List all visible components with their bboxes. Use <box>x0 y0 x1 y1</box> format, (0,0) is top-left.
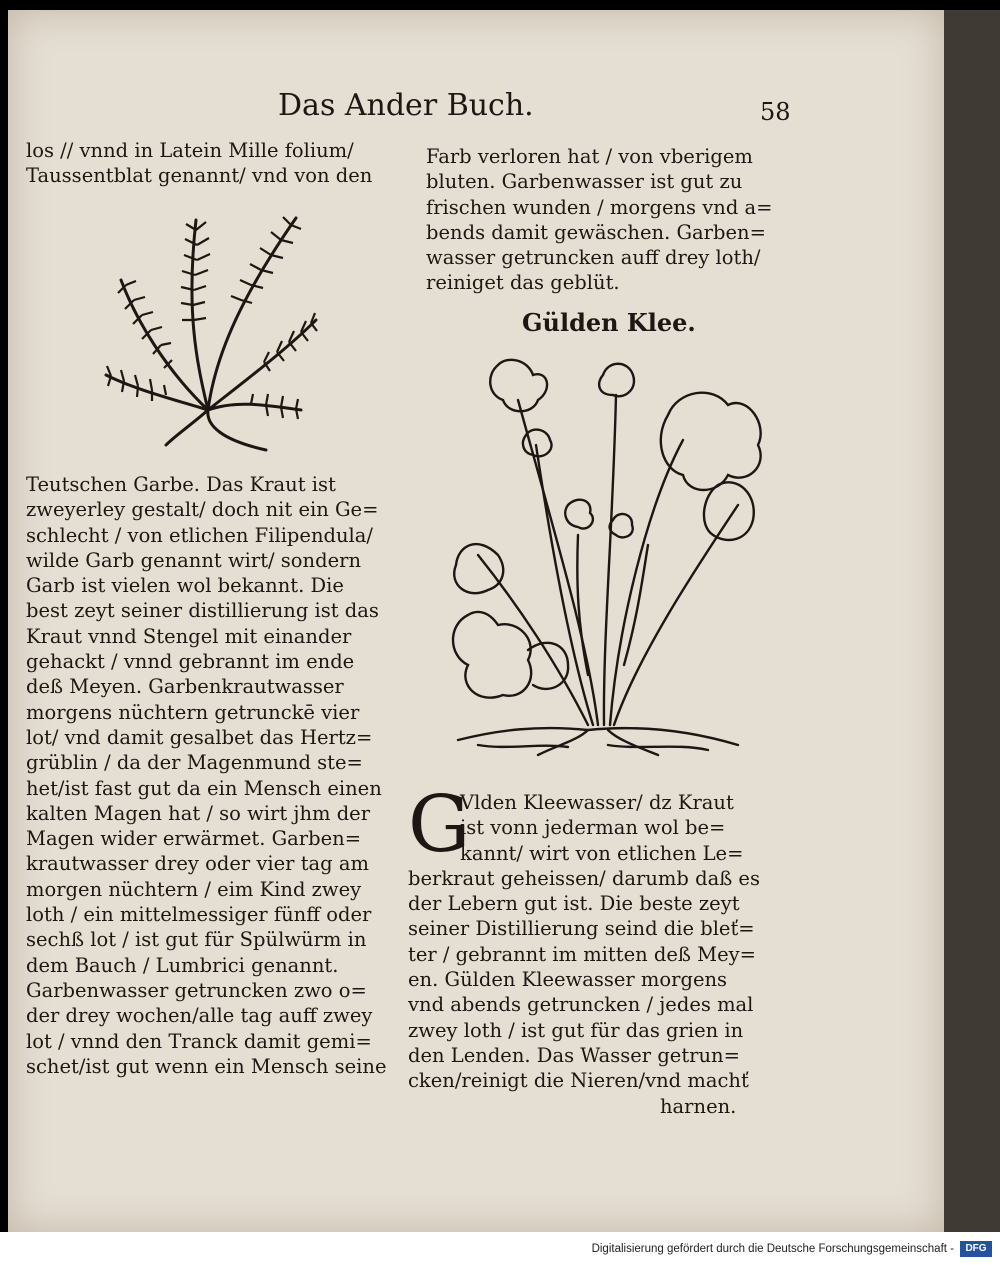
text-line: deß Meyen. Garbenkrautwasser <box>26 675 344 699</box>
text-line: zweyerley gestalt/ doch nit ein Ge= <box>26 498 379 522</box>
right-column-top <box>426 144 772 296</box>
right-column-main <box>408 790 760 1119</box>
text-line: Vlden Kleewasser/ dz Kraut <box>460 791 734 814</box>
text-line: ist vonn jederman wol be= <box>460 816 726 840</box>
text-line: schet/ist gut wenn ein Mensch seine <box>26 1054 387 1078</box>
section-title: Gülden Klee. <box>522 308 696 337</box>
drop-cap-initial: G <box>408 780 471 870</box>
text-line: Taussentblat genannt/ vnd von den <box>26 164 373 188</box>
text-line: cken/reinigt die Nieren/vnd machť <box>408 1069 749 1093</box>
text-line: seiner Distillierung seind die bleť= <box>408 917 755 941</box>
text-line: Magen wider erwärmet. Garben= <box>26 827 362 851</box>
yarrow-woodcut-illustration <box>96 200 326 460</box>
text-line: berkraut geheissen/ darumb daß es <box>408 866 760 890</box>
dfg-logo-icon: DFG <box>960 1241 992 1257</box>
left-column-top <box>26 138 372 189</box>
text-line: reiniget das geblüt. <box>426 271 620 295</box>
text-line: zwey loth / ist gut für das grien in <box>408 1018 744 1042</box>
text-line: kalten Magen hat / so wirt jhm der <box>26 801 371 825</box>
book-page <box>8 10 944 1232</box>
text-line: den Lenden. Das Wasser getrun= <box>408 1043 740 1067</box>
text-line: best zeyt seiner distillierung ist das <box>26 599 379 623</box>
text-line: lot / vnnd den Tranck damit gemi= <box>26 1029 372 1053</box>
page-number: 58 <box>760 98 791 126</box>
funding-credit: Digitalisierung gefördert durch die Deutsche Forschungsgemeinschaft - <box>591 1243 954 1255</box>
text-line: ter / gebrannt im mitten deß Mey= <box>408 942 757 966</box>
text-line: Farb verloren hat / von vberigem <box>426 145 753 168</box>
text-line: grüblin / da der Magenmund ste= <box>26 751 363 775</box>
text-line: en. Gülden Kleewasser morgens <box>408 968 728 992</box>
text-line: los // vnnd in Latein Mille folium/ <box>26 139 354 162</box>
text-line: gehackt / vnnd gebrannt im ende <box>26 650 355 674</box>
text-line: sechß lot / ist gut für Spülwürm in <box>26 928 367 952</box>
text-line: bends damit gewäschen. Garben= <box>426 220 766 244</box>
scan-edge <box>944 10 1000 1232</box>
text-line: Teutschen Garbe. Das Kraut ist <box>26 473 336 496</box>
text-line: kannt/ wirt von etlichen Le= <box>460 841 744 865</box>
left-column-main <box>26 472 387 1079</box>
text-line: bluten. Garbenwasser ist gut zu <box>426 170 743 194</box>
text-line: der Lebern gut ist. Die beste zeyt <box>408 892 740 916</box>
footer-bar <box>0 1232 1000 1265</box>
text-line: wilde Garb genannt wirt/ sondern <box>26 548 362 572</box>
text-line: der drey wochen/alle tag auff zwey <box>26 1004 373 1028</box>
text-line: Garbenwasser getruncken zwo o= <box>26 978 367 1002</box>
text-line: harnen. <box>660 1094 737 1118</box>
text-line: morgens nüchtern getrunckē vier <box>26 700 360 724</box>
text-line: vnd abends getruncken / jedes mal <box>408 993 754 1017</box>
text-line: morgen nüchtern / eim Kind zwey <box>26 877 362 901</box>
text-line: krautwasser drey oder vier tag am <box>26 852 369 876</box>
text-line: dem Bauch / Lumbrici genannt. <box>26 953 339 977</box>
text-line: Garb ist vielen wol bekannt. Die <box>26 574 344 598</box>
text-line: wasser getruncken auff drey loth/ <box>426 246 761 270</box>
text-line: schlecht / von etlichen Filipendula/ <box>26 523 373 547</box>
text-line: het/ist fast gut da ein Mensch einen <box>26 776 382 800</box>
running-head: Das Ander Buch. <box>278 88 534 123</box>
text-line: frischen wunden / morgens vnd a= <box>426 195 773 219</box>
text-line: lot/ vnd damit gesalbet das Hertz= <box>26 725 373 749</box>
gulden-klee-woodcut-illustration <box>438 345 768 765</box>
text-line: Kraut vnnd Stengel mit einander <box>26 624 352 648</box>
text-line: loth / ein mittelmessiger fünff oder <box>26 903 372 927</box>
